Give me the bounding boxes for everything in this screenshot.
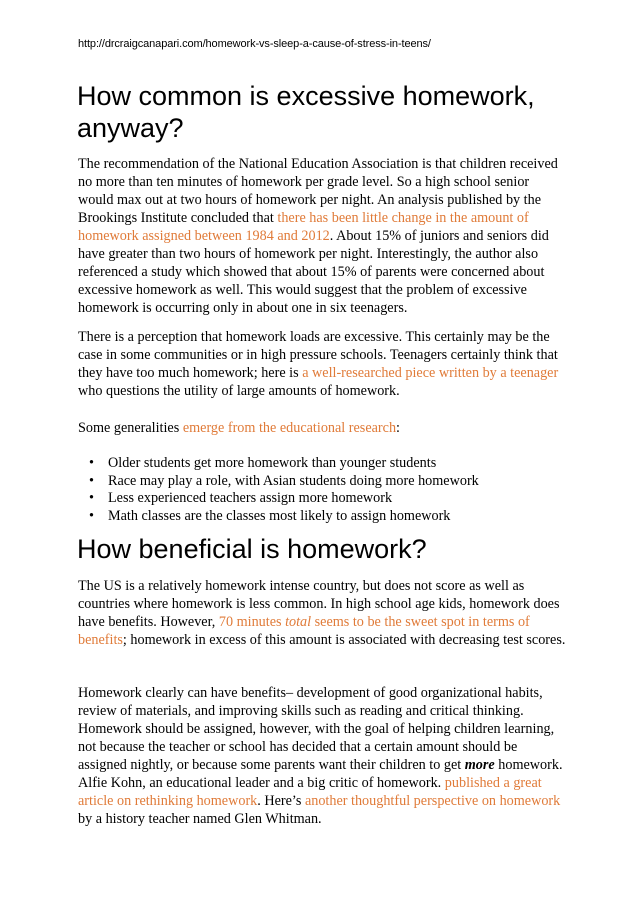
text: who questions the utility of large amounts of homework. (78, 383, 400, 399)
list-item (78, 508, 548, 526)
text: The US is a relatively homework intense country, but does not score as well as countries where homework is less common. In high school age kids, homework does have benefits. However, (78, 578, 560, 630)
list-item-text: Race may play a role, with Asian students doing more homework (108, 472, 479, 489)
bullet-icon: • (89, 490, 94, 506)
link-text: 70 minutes (218, 614, 286, 630)
link-rethinking-homework[interactable]: published a great article on rethinking homework (78, 775, 542, 809)
link-teenager-piece[interactable]: a well-researched piece written by a teenager (302, 365, 559, 381)
heading-homework-benefit: How beneficial is homework? (77, 534, 427, 564)
bullet-icon: • (89, 507, 94, 524)
link-brookings-analysis[interactable]: there has been little change in the amount of homework assigned between 1984 and 2012 (78, 210, 529, 244)
link-educational-research[interactable]: emerge from the educational research (182, 420, 397, 436)
bullet-icon: • (89, 455, 94, 471)
link-thoughtful-perspective[interactable]: another thoughtful perspective on homework (304, 793, 561, 809)
emphasis-more: more (464, 757, 495, 773)
paragraph-us-homework (78, 577, 568, 649)
text: The recommendation of the National Education Association is that children received no more than ten minutes of homework per grade level. So a high school senior would max out at two hours of homework per night. An analysis published by the Brookings Institute concluded that (78, 156, 558, 226)
bullet-icon: • (89, 472, 94, 489)
link-text: seems to be the sweet spot in terms of benefits (78, 614, 530, 648)
text: . Here’s (257, 793, 305, 809)
text: : (396, 420, 400, 436)
link-text-emphasis: total (285, 614, 312, 630)
text: homework. Alfie Kohn, an educational leader and a big critic of homework. (78, 757, 563, 791)
list-item (78, 473, 548, 491)
paragraph-homework-benefits (78, 684, 568, 828)
paragraph-perception (78, 328, 568, 400)
text: ; homework in excess of this amount is associated with decreasing test scores. (122, 632, 566, 648)
list-item-text: Math classes are the classes most likely to assign homework (108, 507, 451, 524)
list-item (78, 455, 548, 473)
generalities-list (78, 455, 548, 525)
text: Homework clearly can have benefits– development of good organizational habits, review of materials, and improving skills such as reading and critical thinking. Homework should be assigned, however, with the goal of helping children learning, not because the teacher or school has decided that a certain amount should be assigned nightly, or because some parents want their children to get (78, 685, 555, 773)
text: Some generalities (78, 420, 183, 436)
text: There is a perception that homework loads are excessive. This certainly may be the case in some communities or in high pressure schools. Teenagers certainly think that they have too much homework; here is (78, 329, 558, 381)
paragraph-generalities (78, 419, 568, 437)
text: by a history teacher named Glen Whitman. (78, 811, 322, 827)
paragraph-nea-recommendation (78, 155, 568, 317)
list-item-text: Older students get more homework than younger students (108, 455, 437, 471)
list-item-text: Less experienced teachers assign more homework (108, 490, 393, 506)
list-item (78, 490, 548, 508)
text: . About 15% of juniors and seniors did have greater than two hours of homework per night. Interestingly, the author also referenced a study which showed that about 15% of parents were concerned about excessive homework as well. This would suggest that the problem of excessive homework is occurring only in about one in six teenagers. (78, 228, 549, 316)
heading-excessive-homework: How common is excessive homework, anyway? (77, 81, 535, 143)
source-url: http://drcraigcanapari.com/homework-vs-sleep-a-cause-of-stress-in-teens/ (78, 38, 431, 50)
